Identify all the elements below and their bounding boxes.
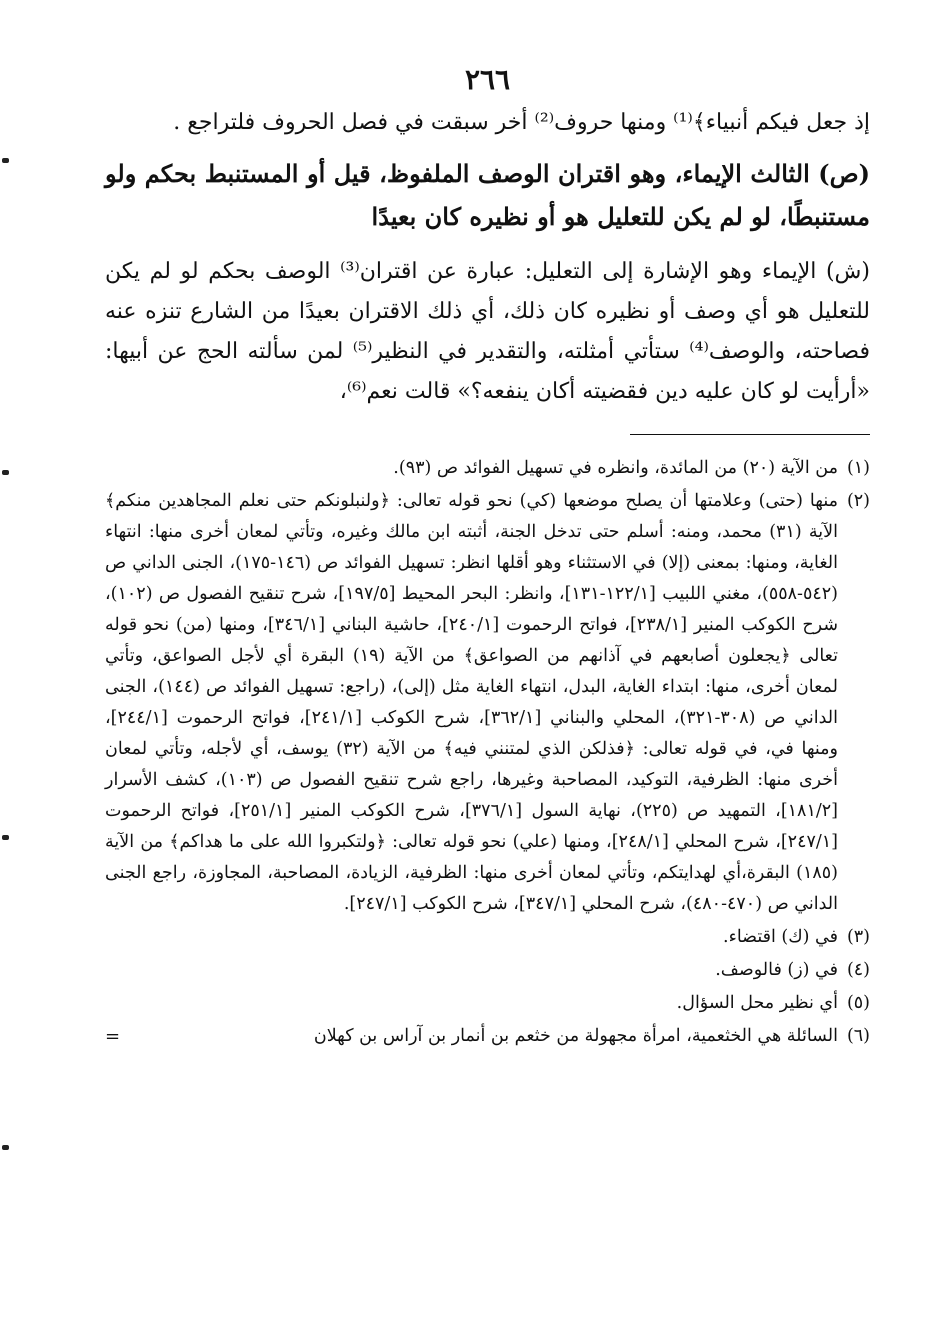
footnote-text: في (ك) اقتضاء. xyxy=(723,927,838,947)
sharh-paragraph: (ش) الإيماء وهو الإشارة إلى التعليل: عبارة عن اقتران⁽³⁾ الوصف بحكم لو لم يكن للتعليل هو أي وصف أو نظيره كان ذلك، أي ذلك الاقتران بعيدًا من الشارع تنزه عنه فصاحته، والوصف⁽⁴⁾ ستأتي أمثلته، والتقدير في النظير⁽⁵⁾ لمن سألته الحج عن أبيها: «أرأيت لو كان عليه دين فقضيته أكان ينفعه؟» قالت نعم⁽⁶⁾، xyxy=(105,259,870,404)
footnote-text: من الآية (٢٠) من المائدة، وانظره في تسهيل الفوائد ص (٩٣). xyxy=(393,458,838,478)
footnote-number: (٤) xyxy=(846,960,870,980)
margin-mark xyxy=(2,470,9,475)
footnote-number: (٣) xyxy=(846,927,870,947)
margin-mark xyxy=(2,1145,9,1150)
footnote-divider xyxy=(630,434,870,435)
footnote-number: (٢) xyxy=(846,491,870,511)
footnote-number: (١) xyxy=(846,458,870,478)
margin-mark xyxy=(2,835,9,840)
footnote-6 xyxy=(105,1021,870,1052)
footnote-4 xyxy=(105,955,870,986)
page-number: ٢٦٦ xyxy=(464,63,511,96)
footnote-text: السائلة هي الخثعمية، امرأة مجهولة من خثعم بن أنمار بن آراس بن كهلان xyxy=(313,1026,838,1046)
footnote-number: (٦) xyxy=(846,1026,870,1046)
document-page xyxy=(105,60,870,1052)
margin-mark xyxy=(2,158,9,163)
top-paragraph: إذ جعل فيكم أنبياء﴾⁽¹⁾ ومنها حروف⁽²⁾ أخر سبقت في فصل الحروف فلتراجع . xyxy=(173,110,870,135)
footnote-5 xyxy=(105,988,870,1019)
footnote-3 xyxy=(105,922,870,953)
footnotes xyxy=(105,453,870,1052)
footnote-text: أي نظير محل السؤال. xyxy=(676,993,838,1013)
footnote-text: منها (حتى) وعلامتها أن يصلح موضعها (كي) نحو قوله تعالى: ﴿ولنبلونكم حتى نعلم المجاهدين منكم﴾ الآية (٣١) محمد، ومنه: أسلم حتى تدخل الجنة، أثبته ابن مالك وغيره، وتأتي لمعان أخرى منها: انتهاء الغاية، ومنها: بمعنى (إلا) في الاستثناء وهو أقلها انظر: تسهيل الفوائد ص (١٤٦-١٧٥)، الجنى الداني ص (٥٤٢-٥٥٨)، مغني اللبيب [١٢٢/١-١٣١]، وانظر: البحر المحيط [١٩٧/٥]، شرح تنقيح الفصول ص (١٠٢)، شرح الكوكب المنير [٢٣٨/١]، فواتح الرحموت [٢٤٠/١]، حاشية البناني [٣٤٦/١]، ومنها (من) نحو قوله تعالى ﴿يجعلون أصابعهم في آذانهم من الصواعق﴾ من الآية (١٩) البقرة أي لأجل الصواعق، وتأتي لمعان أخرى، منها: ابتداء الغاية، البدل، انتهاء الغاية مثل (إلى)، (راجع: تسهيل الفوائد ص (١٤٤)، الجنى الداني ص (٣٠٨-٣٢١)، المحلي والبناني [٣٦٢/١]، شرح الكوكب [٢٤١/١]، فواتح الرحموت [٢٤٤/١]، ومنها في، في قوله تعالى: ﴿فذلكن الذي لمتنني فيه﴾ من الآية (٣٢) يوسف، أي لأجله، وتأتي لمعان أخرى منها: الظرفية، التوكيد، المصاحبة وغيرها، راجع شرح تنقيح الفصول ص (١٠٣)، كشف الأسرار [١٨١/٢]، التمهيد ص (٢٢٥)، نهاية السول [٣٧٦/١]، شرح الكوكب المنير [٢٥١/١]، فواتح الرحموت [٢٤٧/١]، شرح المحلي [٢٤٨/١]، ومنها (علي) نحو قوله تعالى: ﴿ولتكبروا الله على ما هداكم﴾ من الآية (١٨٥) البقرة،أي لهدايتكم، وتأتي لمعان أخرى منها: الظرفية، الزيادة، المصاحبة، المجاوزة، راجع الجنى الداني ص (٤٧٠-٤٨٠)، شرح المحلي [٣٤٧/١]، شرح الكوكب [٢٤٧/١]. xyxy=(105,491,839,914)
matn-paragraph: (ص) الثالث الإيماء، وهو اقتران الوصف الملفوظ، قيل أو المستنبط بحكم ولو مستنبطًا، لو لم يكن للتعليل هو أو نظيره كان بعيدًا xyxy=(105,159,870,231)
continuation-mark: = xyxy=(105,1026,121,1047)
footnote-2 xyxy=(105,486,870,920)
footnote-text: في (ز) فالوصف. xyxy=(715,960,838,980)
footnote-number: (٥) xyxy=(846,993,870,1013)
footnote-1 xyxy=(105,453,870,484)
